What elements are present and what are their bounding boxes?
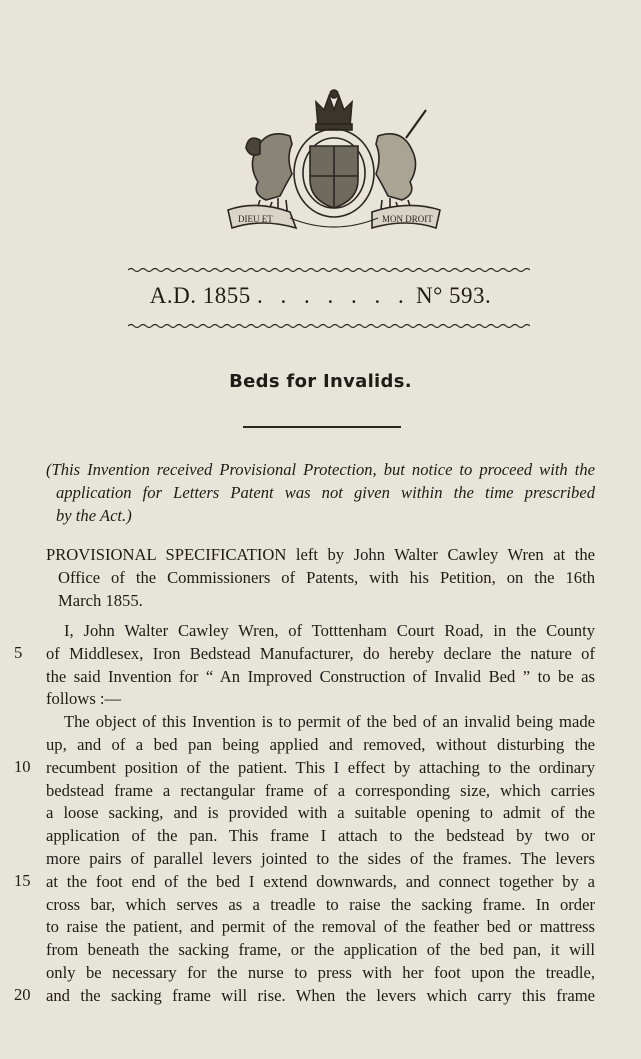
bottom-ornamental-rule	[128, 322, 530, 330]
body-line: at the foot end of the bed I extend downwards, and connect together by a	[46, 871, 595, 891]
patent-number: N° 593.	[415, 283, 492, 308]
body-line: recumbent position of the patient. This I effect by attaching to the ordinary	[46, 757, 595, 777]
invention-subject: Beds for Invalids.	[229, 371, 412, 392]
body-line: of Middlesex, Iron Bedstead Manufacturer, do hereby declare the nature of	[46, 643, 595, 663]
provisional-notice	[46, 459, 595, 527]
top-ornamental-rule	[128, 266, 530, 274]
body-line: cross bar, which serves as a treadle to raise the sacking frame. In order	[46, 894, 595, 914]
body-line: I, John Walter Cawley Wren, of Totttenham Court Road, in the County	[64, 621, 595, 640]
header-dots: . . . . . . .	[256, 283, 410, 308]
spec-line: Office of the Commissioners of Patents, with his Petition, on the 16th	[58, 567, 595, 587]
line-number: 15	[14, 870, 31, 890]
royal-crest-emblem	[226, 88, 442, 238]
body-line: more pairs of parallel levers jointed to the sides of the frames. The levers	[46, 848, 595, 868]
body-line: bedstead frame a rectangular frame of a corresponding size, which carries	[46, 780, 595, 800]
body-line: follows :—	[46, 689, 122, 709]
subject-divider	[243, 426, 401, 428]
body-line: only be necessary for the nurse to press with her foot upon the treadle,	[46, 962, 595, 982]
body-line: the said Invention for “ An Improved Construction of Invalid Bed ” to be as	[46, 666, 595, 686]
spec-line: PROVISIONAL SPECIFICATION left by John Walter Cawley Wren at the	[46, 545, 595, 564]
body-line: to raise the patient, and permit of the removal of the feather bed or mattress	[46, 917, 595, 937]
notice-line: application for Letters Patent was not given within the time prescribed	[56, 482, 595, 502]
notice-line: (This Invention received Provisional Protection, but notice to proceed with the	[46, 460, 595, 479]
body-line: application of the pan. This frame I attach to the bedstead by two or	[46, 826, 595, 846]
patent-header	[0, 283, 641, 309]
specification-heading	[46, 544, 595, 612]
line-number: 20	[14, 984, 31, 1004]
body-line: The object of this Invention is to permit of the bed of an invalid being made	[64, 712, 595, 732]
crest-motto-right: MON DROIT	[382, 214, 433, 224]
line-number: 10	[14, 756, 31, 776]
line-number: 5	[14, 642, 23, 662]
body-line: a loose sacking, and is provided with a suitable opening to admit of the	[46, 803, 595, 823]
spec-line: March 1855.	[58, 590, 143, 610]
body-line: up, and of a bed pan being applied and removed, without disturbing the	[46, 734, 595, 754]
notice-line: by the Act.)	[56, 505, 132, 525]
body-line: and the sacking frame will rise. When the levers which carry this frame	[46, 985, 595, 1005]
specification-body	[46, 620, 595, 1008]
crest-motto-left: DIEU ET	[238, 214, 273, 224]
patent-year: A.D. 1855	[149, 283, 251, 308]
body-line: from beneath the sacking frame, or the application of the bed pan, it will	[46, 940, 595, 960]
